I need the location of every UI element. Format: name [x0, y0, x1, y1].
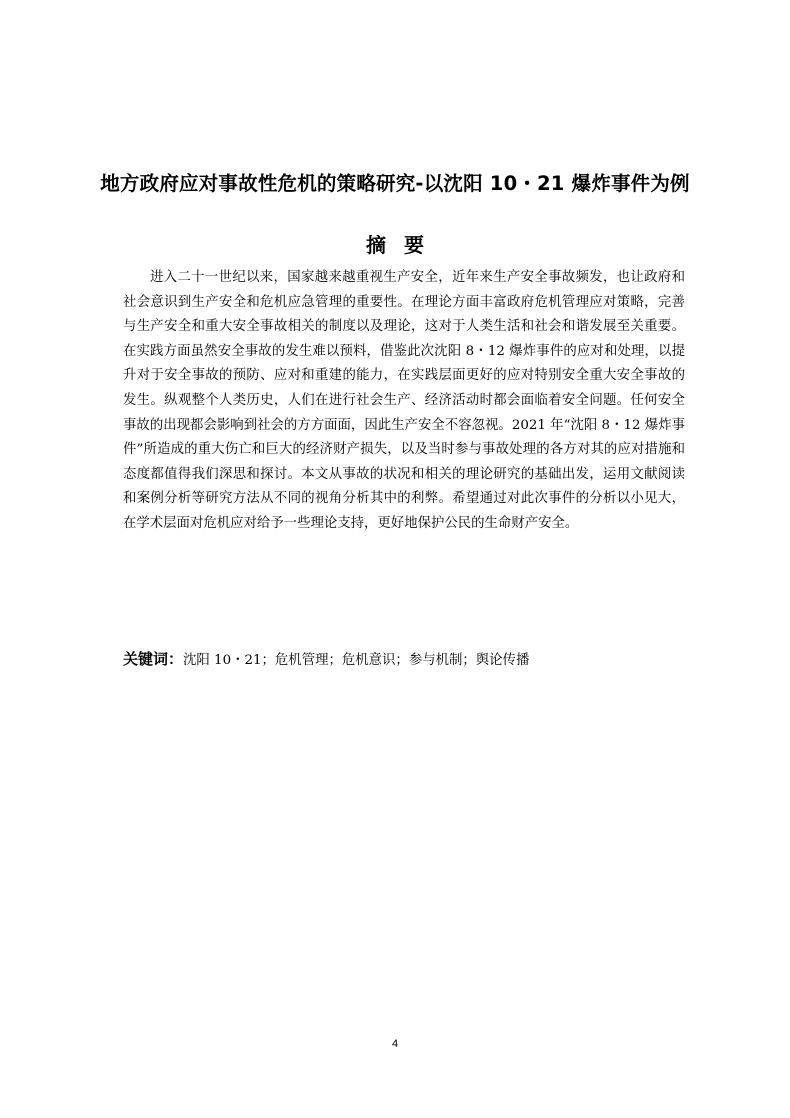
abstract-heading: 摘要 [366, 233, 442, 257]
document-title: 地方政府应对事故性危机的策略研究-以沈阳 10・21 爆炸事件为例 [100, 172, 690, 195]
keywords-line [123, 647, 685, 673]
abstract-paragraph: 进入二十一世纪以来，国家越来越重视生产安全，近年来生产安全事故频发，也让政府和社会意识到生产安全和危机应急管理的重要性。在理论方面丰富政府危机管理应对策略，完善与生产安全和重大安全事故相关的制度以及理论，这对于人类生活和社会和谐发展至关重要。在实践方面虽然安全事故的发生难以预料，借鉴此次沈阳 8・12 爆炸事件的应对和处理，以提升对于安全事故的预防、应对和重建的能力，在实践层面更好的应对特别安全重大安全事故的发生。纵观整个人类历史，人们在进行社会生产、经济活动时都会面临着安全问题。任何安全事故的出现都会影响到社会的方方面面，因此生产安全不容忽视。2021 年“沈阳 8・12 爆炸事件”所造成的重大伤亡和巨大的经济财产损失，以及当时参与事故处理的各方对其的应对措施和态度都值得我们深思和探讨。本文从事故的状况和相关的理论研究的基础出发，运用文献阅读和案例分析等研究方法从不同的视角分析其中的利弊。希望通过对此次事件的分析以小见大，在学术层面对危机应对给予一些理论支持，更好地保护公民的生命财产安全。 [123, 270, 685, 531]
page-number: 4 [391, 1038, 399, 1050]
keywords-text: 沈阳 10・21；危机管理；危机意识；参与机制；舆论传播 [183, 653, 530, 668]
keywords-label: 关键词： [123, 650, 184, 668]
